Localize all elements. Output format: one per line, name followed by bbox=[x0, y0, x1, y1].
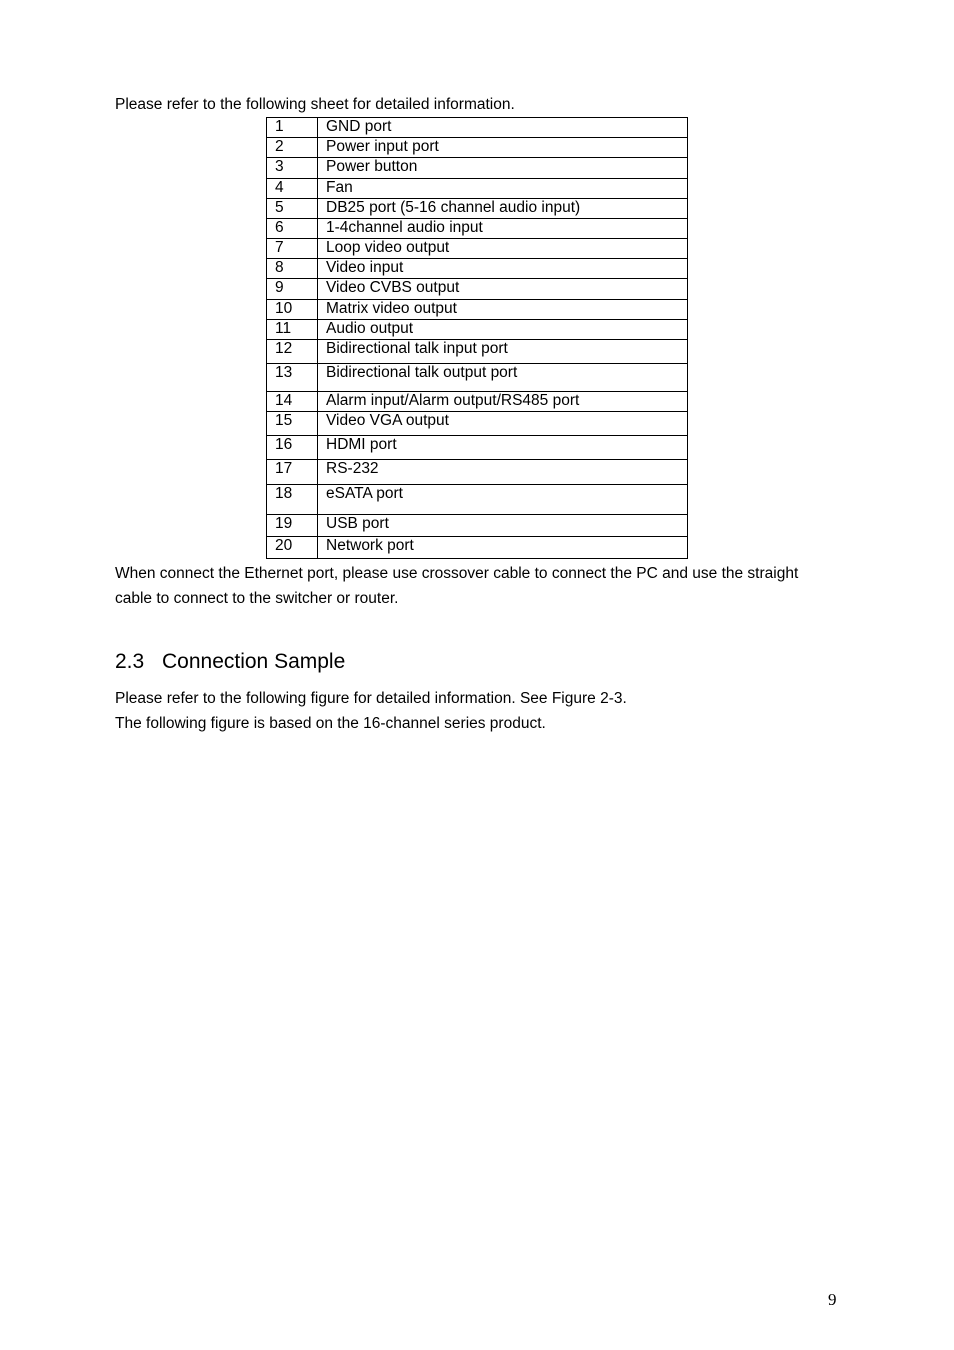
port-name: Power input port bbox=[318, 138, 688, 158]
port-number: 8 bbox=[267, 259, 318, 279]
table-row bbox=[267, 537, 688, 559]
table-row bbox=[267, 138, 688, 158]
intro-text: Please refer to the following sheet for detailed information. bbox=[115, 96, 515, 113]
port-number: 18 bbox=[267, 485, 318, 515]
port-name: Audio output bbox=[318, 320, 688, 340]
table-row bbox=[267, 364, 688, 392]
port-name: RS-232 bbox=[318, 460, 688, 485]
port-name: Video input bbox=[318, 259, 688, 279]
table-row bbox=[267, 259, 688, 279]
port-name: Bidirectional talk input port bbox=[318, 340, 688, 364]
section-number: 2.3 bbox=[115, 650, 145, 673]
port-number: 2 bbox=[267, 138, 318, 158]
section-paragraph-1: Please refer to the following figure for detailed information. See Figure 2-3. bbox=[115, 690, 627, 707]
section-paragraph-2: The following figure is based on the 16-channel series product. bbox=[115, 715, 546, 732]
page-number: 9 bbox=[828, 1290, 837, 1309]
table-row bbox=[267, 515, 688, 537]
table-row bbox=[267, 320, 688, 340]
port-number: 6 bbox=[267, 219, 318, 239]
port-number: 16 bbox=[267, 436, 318, 460]
ethernet-note: When connect the Ethernet port, please use crossover cable to connect the PC and use the straight cable to connect to the switcher or router. bbox=[115, 565, 799, 607]
port-number: 5 bbox=[267, 199, 318, 219]
section-title: Connection Sample bbox=[162, 650, 346, 673]
table-row bbox=[267, 279, 688, 300]
table-row bbox=[267, 392, 688, 412]
ports-table bbox=[266, 117, 688, 559]
table-row bbox=[267, 412, 688, 436]
port-name: DB25 port (5-16 channel audio input) bbox=[318, 199, 688, 219]
port-number: 4 bbox=[267, 179, 318, 199]
port-name: Loop video output bbox=[318, 239, 688, 259]
port-number: 9 bbox=[267, 279, 318, 300]
port-name: Matrix video output bbox=[318, 300, 688, 320]
port-number: 1 bbox=[267, 118, 318, 138]
port-name: HDMI port bbox=[318, 436, 688, 460]
table-row bbox=[267, 340, 688, 364]
table-row bbox=[267, 179, 688, 199]
table-row bbox=[267, 300, 688, 320]
port-number: 17 bbox=[267, 460, 318, 485]
port-number: 19 bbox=[267, 515, 318, 537]
port-number: 14 bbox=[267, 392, 318, 412]
port-number: 11 bbox=[267, 320, 318, 340]
port-name: Alarm input/Alarm output/RS485 port bbox=[318, 392, 688, 412]
port-number: 12 bbox=[267, 340, 318, 364]
port-number: 13 bbox=[267, 364, 318, 392]
port-number: 15 bbox=[267, 412, 318, 436]
table-row bbox=[267, 485, 688, 515]
table-row bbox=[267, 158, 688, 179]
port-name: Fan bbox=[318, 179, 688, 199]
section-heading bbox=[115, 648, 345, 676]
port-number: 7 bbox=[267, 239, 318, 259]
port-name: Network port bbox=[318, 537, 688, 559]
port-name: Power button bbox=[318, 158, 688, 179]
port-name: eSATA port bbox=[318, 485, 688, 515]
table-row bbox=[267, 436, 688, 460]
port-name: 1-4channel audio input bbox=[318, 219, 688, 239]
table-row bbox=[267, 460, 688, 485]
port-number: 10 bbox=[267, 300, 318, 320]
table-row bbox=[267, 239, 688, 259]
port-name: Video VGA output bbox=[318, 412, 688, 436]
port-number: 20 bbox=[267, 537, 318, 559]
port-name: USB port bbox=[318, 515, 688, 537]
port-number: 3 bbox=[267, 158, 318, 179]
port-name: GND port bbox=[318, 118, 688, 138]
table-row bbox=[267, 199, 688, 219]
port-name: Video CVBS output bbox=[318, 279, 688, 300]
table-row bbox=[267, 118, 688, 138]
port-name: Bidirectional talk output port bbox=[318, 364, 688, 392]
table-row bbox=[267, 219, 688, 239]
